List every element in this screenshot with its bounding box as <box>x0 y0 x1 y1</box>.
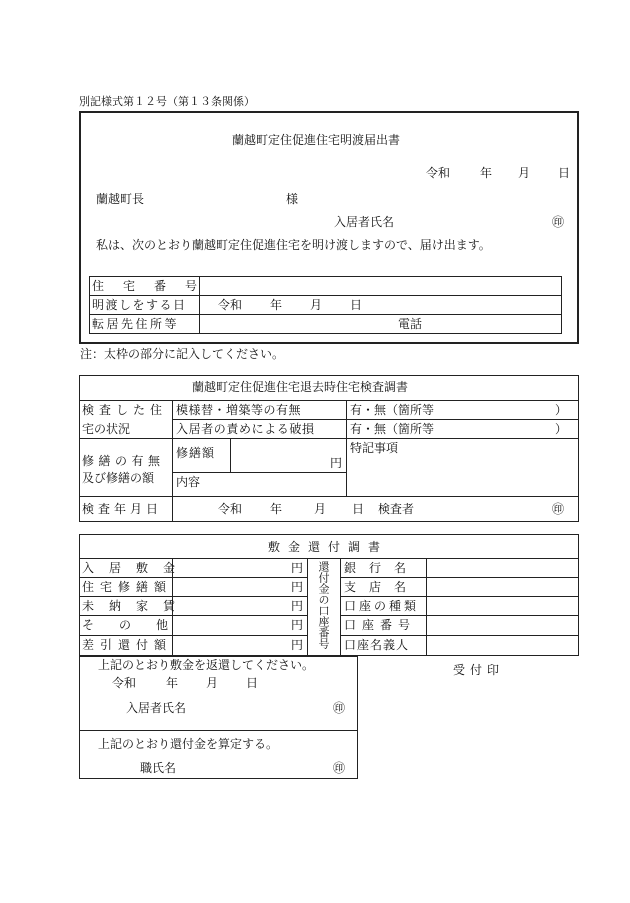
inspection-table <box>79 375 579 522</box>
vacate-date-era: 令和 <box>218 298 243 312</box>
staff-seal-icon: ㊞ <box>333 761 346 775</box>
deposit-left-row-1: 入居敷金 <box>82 561 191 575</box>
calc-text: 上記のとおり還付金を算定する。 <box>98 737 279 751</box>
notice-title: 蘭越町定住促進住宅明渡届出書 <box>232 133 401 147</box>
deposit-yen-5: 円 <box>291 638 304 652</box>
deposit-left-row-4: そ の 他 <box>82 618 168 632</box>
vacate-date-year: 年 <box>270 298 283 312</box>
repair-yen: 円 <box>330 456 343 470</box>
notice-date-month: 月 <box>518 166 531 180</box>
inspection-date-month: 月 <box>314 502 327 516</box>
notice-seal-icon: ㊞ <box>552 215 565 229</box>
phone-label: 電話 <box>398 317 423 331</box>
repair-amount-label: 修繕額 <box>176 446 216 460</box>
notice-date-year: 年 <box>480 166 493 180</box>
inspection-title: 蘭越町定住促進住宅退去時住宅検査調書 <box>192 380 409 394</box>
inspection-date-day: 日 <box>352 502 365 516</box>
alteration-choice: 有・無（箇所等 <box>350 403 435 417</box>
refund-request-text: 上記のとおり敷金を返還してください。 <box>98 658 315 672</box>
notice-body-text: 私は、次のとおり蘭越町定住促進住宅を明け渡しますので、届け出ます。 <box>96 238 491 252</box>
inspection-date-era: 令和 <box>218 502 243 516</box>
reception-stamp-label: 受付印 <box>453 663 505 677</box>
notice-date-era: 令和 <box>426 166 451 180</box>
notice-addressee: 蘭越町長 <box>96 192 145 206</box>
notice-honorific: 様 <box>286 192 299 206</box>
deposit-yen-4: 円 <box>291 618 304 632</box>
repair-label-line1: 修繕の有無 <box>82 454 165 468</box>
status-label-line1: 検査した住 <box>82 403 168 417</box>
deposit-yen-3: 円 <box>291 599 304 613</box>
inspection-date-label: 検査年月日 <box>82 502 163 516</box>
refund-request-day: 日 <box>246 676 259 690</box>
deposit-right-row-1: 銀行名 <box>344 561 420 575</box>
notice-date-day: 日 <box>558 166 571 180</box>
deposit-right-row-3: 口座の種類 <box>344 599 420 613</box>
notice-resident-name-label: 入居者氏名 <box>334 215 395 229</box>
note-text: 注：太枠の部分に記入してください。 <box>80 347 285 361</box>
refund-account-vertical-label: 還付金の口座番号 <box>317 561 330 649</box>
damage-choice: 有・無（箇所等 <box>350 422 435 436</box>
deposit-yen-1: 円 <box>291 561 304 575</box>
inspection-item-damage: 入居者の責めによる破損 <box>176 422 315 436</box>
inspector-label: 検査者 <box>378 502 415 516</box>
deposit-right-row-4: 口座番号 <box>344 618 417 632</box>
house-number-label: 住 宅 番 号 <box>92 279 197 293</box>
repair-label-line2: 及び修繕の額 <box>82 471 155 485</box>
vacate-date-day: 日 <box>350 298 363 312</box>
new-address-label: 転居先住所等 <box>92 317 180 331</box>
alteration-close-paren: ） <box>555 403 568 417</box>
deposit-right-row-5: 口座名義人 <box>344 638 410 652</box>
refund-resident-seal-icon: ㊞ <box>333 701 346 715</box>
refund-request-era: 令和 <box>112 676 137 690</box>
inspection-item-alteration: 模様替・増築等の有無 <box>176 403 302 417</box>
vacate-date-label: 明渡しをする日 <box>92 298 187 312</box>
vacate-date-month: 月 <box>310 298 323 312</box>
deposit-title: 敷金還付調書 <box>268 540 389 554</box>
repair-contents-label: 内容 <box>176 475 201 489</box>
deposit-left-row-5: 差引還付額 <box>82 638 173 652</box>
deposit-left-row-2: 住宅修繕額 <box>82 580 173 594</box>
deposit-right-row-2: 支店名 <box>344 580 420 594</box>
staff-name-label: 職氏名 <box>140 761 177 775</box>
inspector-seal-icon: ㊞ <box>552 502 565 516</box>
status-label-line2: 宅の状況 <box>82 422 131 436</box>
inspection-date-year: 年 <box>270 502 283 516</box>
deposit-left-row-3: 未納家賃 <box>82 599 191 613</box>
damage-close-paren: ） <box>555 422 568 436</box>
refund-resident-name-label: 入居者氏名 <box>126 701 187 715</box>
refund-request-box <box>79 656 358 779</box>
form-reference: 別記様式第１２号（第１３条関係） <box>79 95 255 108</box>
refund-request-month: 月 <box>206 676 219 690</box>
refund-request-year: 年 <box>166 676 179 690</box>
deposit-yen-2: 円 <box>291 580 304 594</box>
remarks-label: 特記事項 <box>350 441 399 455</box>
